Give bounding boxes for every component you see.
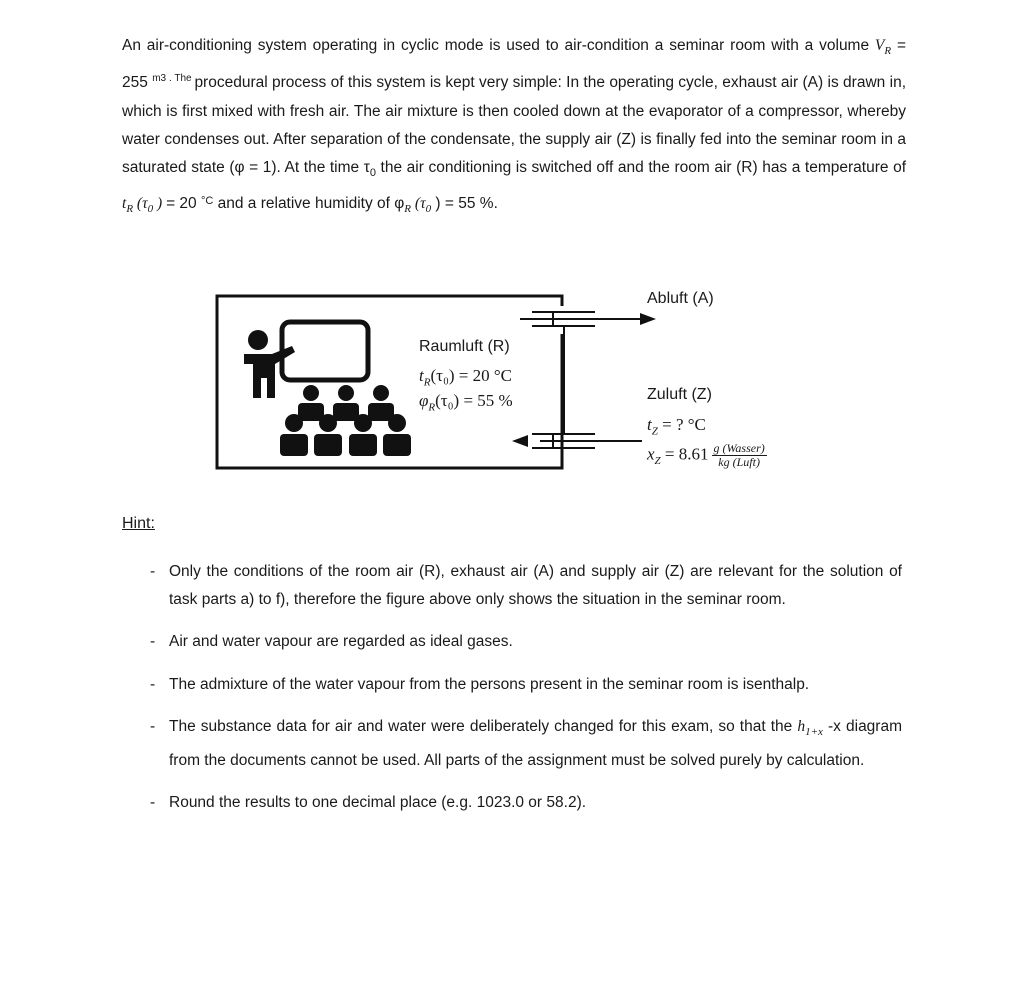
audience-icon (280, 385, 411, 456)
hint-item: - The admixture of the water vapour from the persons present in the seminar room is isenthalp. (150, 675, 810, 693)
hint-list (150, 558, 902, 832)
supply-temperature: $t_Z$ = ? °C (647, 415, 706, 438)
seminar-room-diagram (210, 282, 830, 492)
hint-heading: Hint: (122, 515, 155, 532)
problem-statement (122, 32, 906, 224)
exhaust-arrowhead (640, 313, 656, 325)
exhaust-air-label: Abluft (A) (647, 290, 714, 307)
hint-item: - Round the results to one decimal place (e.g. 1023.0 or 58.2). (150, 794, 587, 812)
room-temperature: $t_R(\tau_0) = 20$ °C (419, 366, 513, 389)
supply-arrowhead (512, 435, 528, 447)
hint-item: - Only the conditions of the room air (R), exhaust air (A) and supply air (Z) are relevant for the solution of task parts a) to f), therefore the figure above only shows the situation in the seminar room. (150, 563, 902, 608)
room-humidity: $\varphi_R(\tau_0) = 55$ % (419, 391, 513, 414)
hint-item: - Air and water vapour are regarded as ideal gases. (150, 633, 513, 650)
supply-air-label: Zuluft (Z) (647, 386, 712, 403)
supply-humidity-ratio: $x_Z = 8.61$ $\frac{\text{g (Wasser)}}{\text{kg (Luft)}}$ (647, 441, 765, 469)
hint-item: - The substance data for air and water were deliberately changed for this exam, so that the $h_{1+x}$ -x diagram from the documents cannot be used. All parts of the assignment must be solved purely by calculation. (150, 718, 903, 769)
room-air-title: Raumluft (R) (419, 338, 510, 355)
humidity-unit-fraction: $\frac{\text{g (Wasser)}}{\text{kg (Luft)}}$ (713, 441, 765, 469)
intro-paragraph: An air-conditioning system operating in cyclic mode is used to air-condition a seminar room with a volume $V_R = 255$ $^{m3}$ $^{. The}$ procedural process of this system is kept very simple: In the operating cycle, exhaust air (A) is drawn in, which is first mixed with fresh air. The air mixture is then cooled down at the evaporator of a compressor, whereby water condenses out. After separation of the condensate, the supply air (Z) is finally fed into the seminar room in a saturated state (φ = 1). At the time $\tau_0$ the air conditioning is switched off and the room air (R) has a temperature of $t_R$ ($\tau_0$ ) = 20 $^{^\circ C}$ and a relative humidity of $\varphi_R$ ($\tau_0$ ) = 55 %. (122, 37, 907, 216)
